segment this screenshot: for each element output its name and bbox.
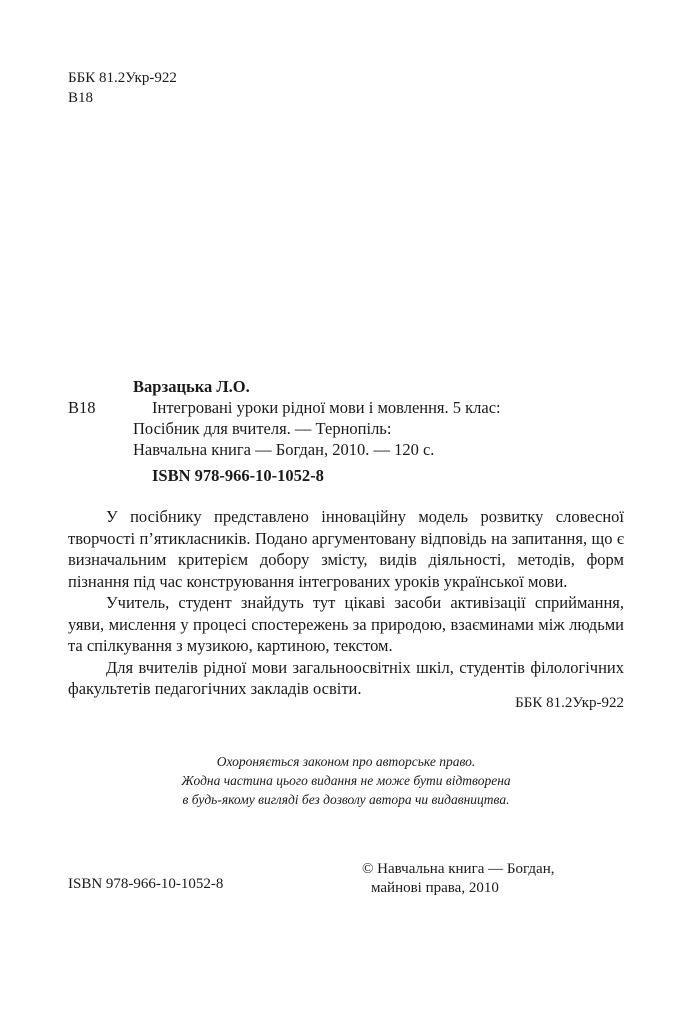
- bibliographic-index: В18: [68, 398, 96, 417]
- annotation-paragraph-1: У посібнику представлено інноваційну модель розвитку словесної творчості п’ятикласників. Подано аргументовану відповідь на запитання, що є визначальним критерієм добору змісту, видів діяльності, методів, форм пізнання під час конструювання інтегрованих уроків української мови.: [68, 507, 624, 591]
- publisher-line2: майнові права, 2010: [371, 880, 499, 896]
- publisher-rights: [362, 860, 554, 898]
- copyright-line1: Охороняється законом про авторське право.: [216, 754, 476, 769]
- copyright-notice: [0, 752, 692, 809]
- bbk-code: ББК 81.2Укр-922: [68, 70, 177, 86]
- book-title-line2: Посібник для вчителя. — Тернопіль:: [133, 419, 392, 438]
- isbn-main: ISBN 978-966-10-1052-8: [152, 466, 324, 485]
- classification-block: [68, 68, 177, 108]
- copyright-line2: Жодна частина цього видання не може бути відтворена: [181, 773, 511, 788]
- copyright-line3: в будь-якому вигляді без дозволу автора чи видавництва.: [182, 792, 510, 807]
- book-title-line1: Інтегровані уроки рідної мови і мовлення. 5 клас:: [152, 398, 501, 417]
- footer-isbn: ISBN 978-966-10-1052-8: [68, 876, 224, 892]
- author-name: Варзацька Л.О.: [133, 377, 250, 396]
- annotation-paragraph-2: Учитель, студент знайдуть тут цікаві засоби активізації сприймання, уяви, мислення у процесі спостережень за природою, взаєминами між людьми та спілкування з музикою, картиною, текстом.: [68, 593, 624, 655]
- author-mark: В18: [68, 90, 94, 106]
- book-title-line3: Навчальна книга — Богдан, 2010. — 120 с.: [133, 440, 435, 459]
- publisher-line1: © Навчальна книга — Богдан,: [362, 861, 555, 877]
- annotation-text: [68, 506, 624, 700]
- annotation-bbk-code: ББК 81.2Укр-922: [515, 695, 624, 711]
- annotation-paragraph-3: Для вчителів рідної мови загальноосвітніх шкіл, студентів філологічних факультетів педагогічних закладів освіти.: [68, 657, 624, 698]
